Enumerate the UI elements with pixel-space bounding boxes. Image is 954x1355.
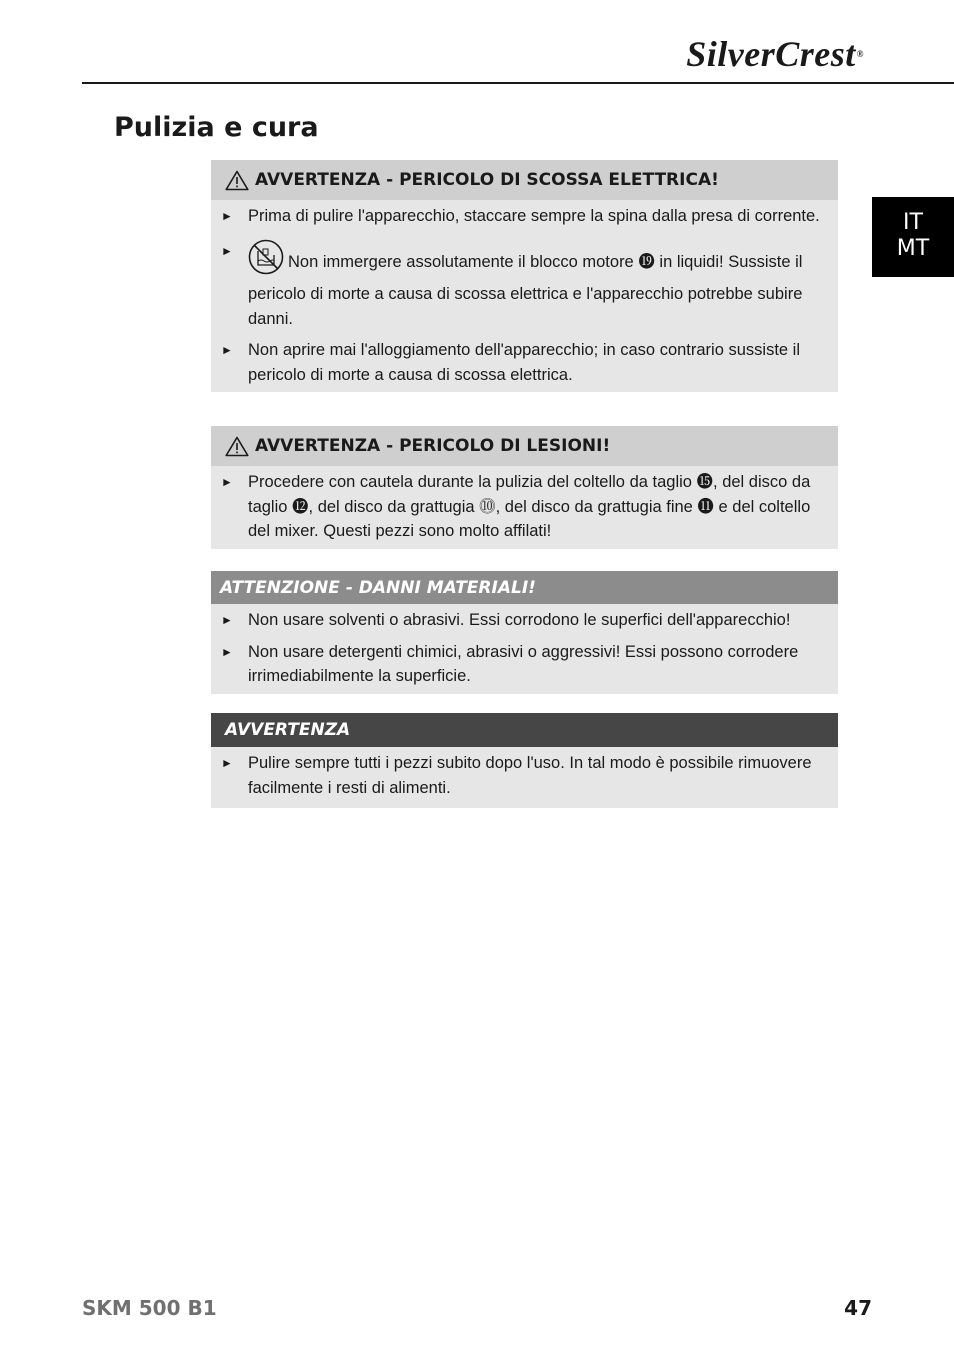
caution-heading: ATTENZIONE - DANNI MATERIALI! — [211, 571, 838, 604]
bullet-arrow-icon: ► — [221, 243, 233, 258]
language-tab — [872, 197, 954, 277]
brand-logo: SilverCrest® — [686, 34, 864, 74]
list-item-text: Prima di pulire l'apparecchio, staccare sempre la spina dalla presa di corrente. — [248, 207, 820, 225]
list-item — [219, 239, 830, 332]
no-immersion-icon — [248, 239, 284, 283]
list-item-text: Non usare detergenti chimici, abrasivi o aggressivi! Essi possono corrodere irrimediabilmente la superficie. — [248, 642, 799, 685]
header-rule — [82, 82, 954, 84]
list-item-text: Non immergere assolutamente il blocco motore ⓳ in liquidi! Sussiste il pericolo di morte a causa di scossa elettrica e l'apparecchio potrebbe subire danni. — [248, 252, 803, 328]
warning-heading-text: AVVERTENZA - PERICOLO DI SCOSSA ELETTRICA! — [255, 170, 719, 190]
list-item-text: Procedere con cautela durante la pulizia del coltello da taglio ⓯, del disco da taglio ⓬, del disco da grattugia ⓾, del disco da grattugia fine ⓫ e del coltello del mixer. Questi pezzi sono molto affilati! — [248, 473, 811, 540]
warning-heading — [211, 160, 838, 200]
bullet-arrow-icon: ► — [221, 343, 233, 357]
bullet-arrow-icon: ► — [221, 475, 233, 489]
language-code-mt: MT — [896, 236, 930, 261]
warning-heading-text: AVVERTENZA - PERICOLO DI LESIONI! — [255, 436, 611, 456]
list-item — [219, 204, 830, 229]
list-item-text: Pulire sempre tutti i pezzi subito dopo l'uso. In tal modo è possibile rimuovere facilmente i resti di alimenti. — [248, 754, 812, 797]
footer-page-number: 47 — [844, 1296, 872, 1320]
list-item-text: Non aprire mai l'alloggiamento dell'apparecchio; in caso contrario sussiste il pericolo di morte a causa di scossa elettrica. — [248, 341, 800, 384]
note-box — [211, 713, 838, 808]
warning-triangle-icon — [225, 436, 249, 457]
list-item — [219, 640, 830, 689]
bullet-arrow-icon: ► — [221, 756, 233, 770]
list-item-text: Non usare solventi o abrasivi. Essi corrodono le superfici dell'apparecchio! — [248, 611, 791, 629]
list-item — [219, 751, 830, 800]
note-heading: AVVERTENZA — [211, 713, 838, 747]
warning-box-injury — [211, 426, 838, 549]
list-item — [219, 470, 830, 544]
list-item — [219, 608, 830, 633]
bullet-arrow-icon: ► — [221, 209, 233, 223]
caution-box-material-damage — [211, 571, 838, 694]
bullet-arrow-icon: ► — [221, 613, 233, 627]
list-item — [219, 338, 830, 387]
bullet-arrow-icon: ► — [221, 644, 233, 659]
footer-model-number: SKM 500 B1 — [82, 1296, 217, 1320]
warning-heading — [211, 426, 838, 466]
page-title: Pulizia e cura — [114, 112, 319, 143]
language-code-it: IT — [903, 210, 923, 235]
warning-box-electric-shock — [211, 160, 838, 392]
warning-triangle-icon — [225, 170, 249, 191]
